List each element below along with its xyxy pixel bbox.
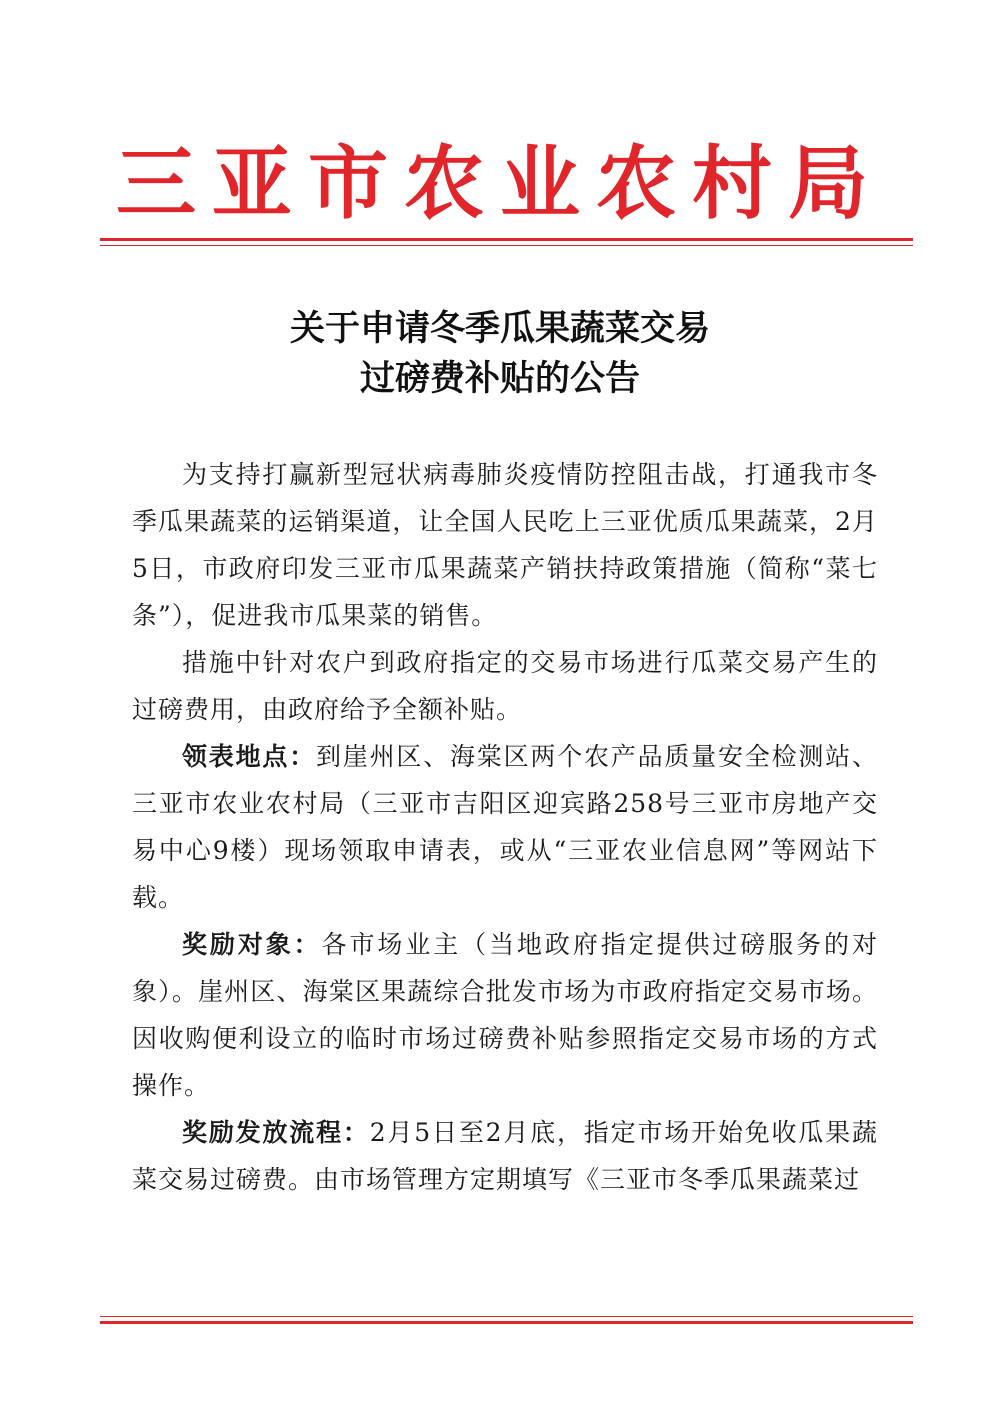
pickup-location-label: 领表地点：: [182, 742, 316, 771]
pickup-location-text: 到崖州区、海棠区两个农产品质量安全检测站、三亚市农业农村局（三亚市吉阳区迎宾路258号三亚市房地产交易中心9楼）现场领取申请表，或从“三亚农业信息网”等网站下载。: [132, 742, 878, 912]
document-title-line-2: 过磅费补贴的公告: [359, 358, 640, 399]
header-rule-thin: [100, 245, 913, 246]
document-title-line-1: 关于申请冬季瓜果蔬菜交易: [289, 308, 710, 349]
agency-header: 三亚市农业农村局: [116, 136, 884, 230]
header-rule-thick: [100, 238, 913, 241]
paragraph-1: 为支持打赢新型冠状病毒肺炎疫情防控阻击战，打通我市冬季瓜果蔬菜的运销渠道，让全国人民吃上三亚优质瓜果蔬菜，2月5日，市政府印发三亚市瓜果蔬菜产销扶持政策措施（简称“菜七条”），促进我市瓜果菜的销售。: [132, 460, 878, 630]
document-title: [100, 304, 900, 404]
document-body: [132, 451, 878, 1203]
paragraph-5: [132, 1109, 878, 1203]
paragraph-3: [132, 733, 878, 921]
paragraph-2: 措施中针对农户到政府指定的交易市场进行瓜菜交易产生的过磅费用，由政府给予全额补贴。: [132, 648, 878, 724]
footer-rule-thick: [100, 1321, 913, 1324]
footer-rule-thin: [100, 1316, 913, 1317]
reward-process-text: 2月5日至2月底，指定市场开始免收瓜果蔬菜交易过磅费。由市场管理方定期填写《三亚市冬季瓜果蔬菜过: [132, 1118, 878, 1194]
reward-target-text: 各市场业主（当地政府指定提供过磅服务的对象）。崖州区、海棠区果蔬综合批发市场为市政府指定交易市场。因收购便利设立的临时市场过磅费补贴参照指定交易市场的方式操作。: [132, 930, 878, 1100]
paragraph-4: [132, 921, 878, 1109]
reward-target-label: 奖励对象：: [182, 930, 322, 959]
reward-process-label: 奖励发放流程：: [182, 1118, 370, 1147]
